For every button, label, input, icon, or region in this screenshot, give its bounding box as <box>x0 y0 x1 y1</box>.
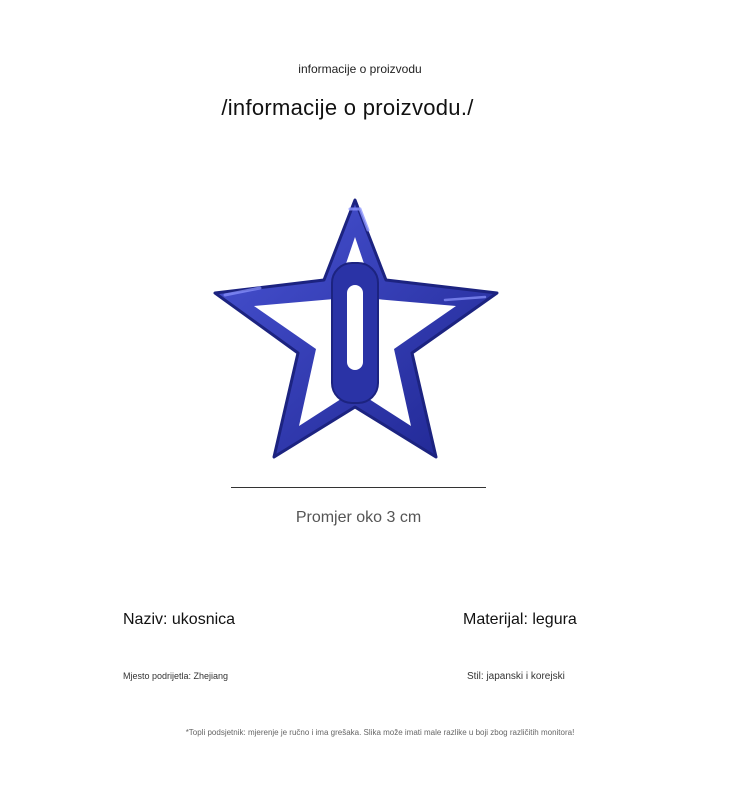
spec-name: Naziv: ukosnica <box>123 611 236 628</box>
page-title: /informacije o proizvodu./ <box>221 95 474 120</box>
spec-style: Stil: japanski i korejski <box>467 671 565 682</box>
measurement-line <box>231 487 486 488</box>
product-image <box>200 185 510 475</box>
spec-material: Materijal: legura <box>463 611 577 628</box>
spec-origin: Mjesto podrijetla: Zhejiang <box>123 671 229 681</box>
disclaimer-note: *Topli podsjetnik: mjerenje je ručno i ima grešaka. Slika može imati male razlike u boji zbog različitih monitora! <box>185 728 575 737</box>
measurement-label: Promjer oko 3 cm <box>295 509 422 526</box>
star-hair-clip-icon <box>200 185 510 475</box>
small-title: informacije o proizvodu <box>298 62 422 76</box>
